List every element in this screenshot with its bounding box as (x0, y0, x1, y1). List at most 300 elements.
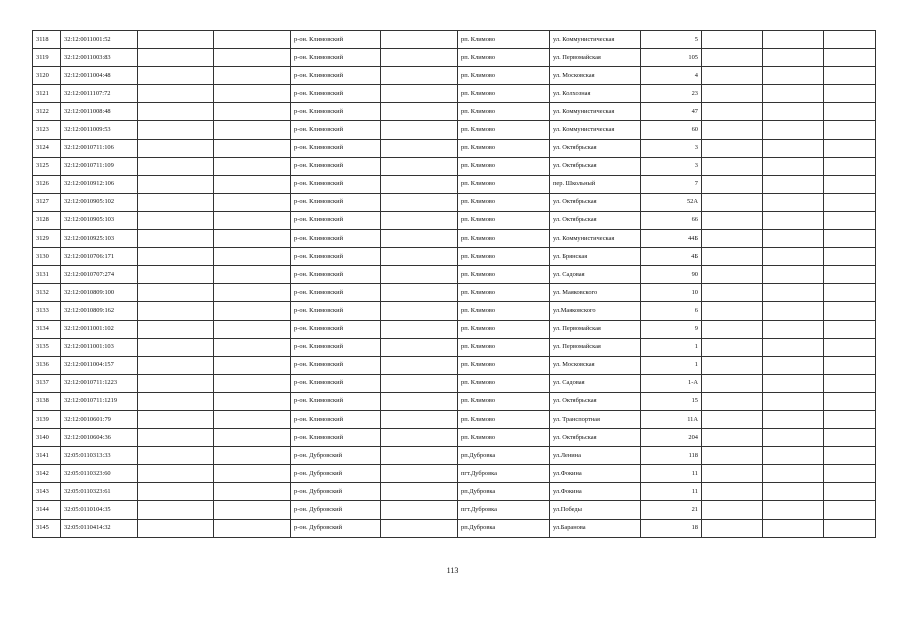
cadastral-number: 32:05:0110313:33 (61, 447, 138, 465)
house-number-cell: 60 (641, 121, 702, 139)
locality-cell: рп. Климово (458, 31, 550, 49)
empty-cell (381, 103, 458, 121)
empty-cell (702, 338, 763, 356)
empty-cell (214, 139, 291, 157)
empty-cell (702, 31, 763, 49)
row-number: 3120 (33, 67, 61, 85)
cadastral-number: 32:12:0011004:157 (61, 356, 138, 374)
table-row (33, 211, 876, 229)
empty-cell (702, 519, 763, 537)
empty-cell (381, 483, 458, 501)
street-cell: ул. Транспортная (550, 410, 641, 428)
empty-cell (824, 284, 876, 302)
district-cell: р-он. Климовский (291, 248, 381, 266)
empty-cell (214, 193, 291, 211)
street-cell: ул.Победы (550, 501, 641, 519)
cadastral-number: 32:12:0011107:72 (61, 85, 138, 103)
street-cell: ул.Баранова (550, 519, 641, 537)
street-cell: ул. Коммунистическая (550, 121, 641, 139)
row-number: 3121 (33, 85, 61, 103)
empty-cell (824, 392, 876, 410)
house-number-cell: 7 (641, 175, 702, 193)
cadastral-number: 32:05:0110323:61 (61, 483, 138, 501)
empty-cell (824, 483, 876, 501)
empty-cell (214, 49, 291, 67)
house-number-cell: 204 (641, 429, 702, 447)
house-number-cell: 10 (641, 284, 702, 302)
empty-cell (763, 85, 824, 103)
house-number-cell: 52А (641, 193, 702, 211)
empty-cell (824, 356, 876, 374)
empty-cell (763, 266, 824, 284)
empty-cell (138, 211, 214, 229)
row-number: 3127 (33, 193, 61, 211)
empty-cell (763, 374, 824, 392)
table-row (33, 465, 876, 483)
empty-cell (702, 175, 763, 193)
empty-cell (824, 175, 876, 193)
empty-cell (138, 266, 214, 284)
row-number: 3133 (33, 302, 61, 320)
locality-cell: рп. Климово (458, 429, 550, 447)
row-number: 3140 (33, 429, 61, 447)
empty-cell (138, 157, 214, 175)
empty-cell (381, 519, 458, 537)
district-cell: р-он. Дубровский (291, 519, 381, 537)
empty-cell (702, 248, 763, 266)
district-cell: р-он. Климовский (291, 429, 381, 447)
empty-cell (702, 157, 763, 175)
house-number-cell: 44Б (641, 230, 702, 248)
row-number: 3124 (33, 139, 61, 157)
empty-cell (702, 410, 763, 428)
empty-cell (824, 85, 876, 103)
district-cell: р-он. Климовский (291, 121, 381, 139)
empty-cell (214, 501, 291, 519)
empty-cell (138, 429, 214, 447)
cadastral-number: 32:12:0010711:1223 (61, 374, 138, 392)
house-number-cell: 11А (641, 410, 702, 428)
empty-cell (138, 519, 214, 537)
table-row (33, 302, 876, 320)
empty-cell (824, 211, 876, 229)
empty-cell (702, 266, 763, 284)
cadastral-number: 32:12:0011003:83 (61, 49, 138, 67)
empty-cell (702, 121, 763, 139)
house-number-cell: 66 (641, 211, 702, 229)
house-number-cell: 11 (641, 465, 702, 483)
empty-cell (214, 519, 291, 537)
empty-cell (214, 447, 291, 465)
empty-cell (214, 31, 291, 49)
row-number: 3138 (33, 392, 61, 410)
house-number-cell: 90 (641, 266, 702, 284)
empty-cell (381, 248, 458, 266)
empty-cell (702, 67, 763, 85)
empty-cell (763, 483, 824, 501)
row-number: 3123 (33, 121, 61, 139)
empty-cell (381, 429, 458, 447)
row-number: 3145 (33, 519, 61, 537)
empty-cell (381, 338, 458, 356)
cadastral-number: 32:05:0110323:60 (61, 465, 138, 483)
locality-cell: рп. Климово (458, 320, 550, 338)
table-row (33, 67, 876, 85)
cadastral-number: 32:12:0011008:48 (61, 103, 138, 121)
row-number: 3137 (33, 374, 61, 392)
street-cell: ул. Брянская (550, 248, 641, 266)
street-cell: ул. Маяковского (550, 284, 641, 302)
empty-cell (138, 85, 214, 103)
row-number: 3139 (33, 410, 61, 428)
empty-cell (214, 483, 291, 501)
street-cell: ул.Ленина (550, 447, 641, 465)
street-cell: ул. Первомайская (550, 49, 641, 67)
district-cell: р-он. Климовский (291, 356, 381, 374)
empty-cell (381, 121, 458, 139)
empty-cell (381, 284, 458, 302)
district-cell: р-он. Климовский (291, 49, 381, 67)
table-row (33, 356, 876, 374)
empty-cell (763, 320, 824, 338)
empty-cell (824, 410, 876, 428)
row-number: 3136 (33, 356, 61, 374)
district-cell: р-он. Дубровский (291, 501, 381, 519)
street-cell: ул. Октябрьская (550, 392, 641, 410)
table-row (33, 410, 876, 428)
empty-cell (702, 230, 763, 248)
table-row (33, 266, 876, 284)
empty-cell (214, 175, 291, 193)
cadastral-number: 32:12:0010711:1219 (61, 392, 138, 410)
empty-cell (138, 465, 214, 483)
table-row (33, 447, 876, 465)
empty-cell (214, 320, 291, 338)
street-cell: ул. Московская (550, 67, 641, 85)
empty-cell (138, 139, 214, 157)
locality-cell: рп. Климово (458, 157, 550, 175)
cadastral-number: 32:05:0110414:32 (61, 519, 138, 537)
street-cell: ул. Первомайская (550, 320, 641, 338)
street-cell: ул. Октябрьская (550, 139, 641, 157)
empty-cell (381, 410, 458, 428)
locality-cell: рп. Климово (458, 49, 550, 67)
empty-cell (763, 193, 824, 211)
empty-cell (214, 374, 291, 392)
cadastral-number: 32:12:0010707:274 (61, 266, 138, 284)
house-number-cell: 18 (641, 519, 702, 537)
table-row (33, 519, 876, 537)
row-number: 3141 (33, 447, 61, 465)
locality-cell: пгт.Дубровка (458, 465, 550, 483)
house-number-cell: 6 (641, 302, 702, 320)
empty-cell (824, 49, 876, 67)
house-number-cell: 1 (641, 356, 702, 374)
row-number: 3118 (33, 31, 61, 49)
empty-cell (763, 230, 824, 248)
empty-cell (138, 31, 214, 49)
empty-cell (381, 67, 458, 85)
locality-cell: рп. Климово (458, 410, 550, 428)
locality-cell: пгт.Дубровка (458, 501, 550, 519)
empty-cell (214, 67, 291, 85)
empty-cell (381, 266, 458, 284)
table-row (33, 31, 876, 49)
row-number: 3144 (33, 501, 61, 519)
empty-cell (138, 248, 214, 266)
empty-cell (824, 193, 876, 211)
row-number: 3135 (33, 338, 61, 356)
empty-cell (702, 211, 763, 229)
empty-cell (763, 410, 824, 428)
locality-cell: рп. Климово (458, 266, 550, 284)
empty-cell (702, 483, 763, 501)
row-number: 3125 (33, 157, 61, 175)
locality-cell: рп. Климово (458, 374, 550, 392)
row-number: 3130 (33, 248, 61, 266)
empty-cell (381, 157, 458, 175)
row-number: 3131 (33, 266, 61, 284)
locality-cell: рп. Климово (458, 356, 550, 374)
locality-cell: рп.Дубровка (458, 519, 550, 537)
empty-cell (138, 410, 214, 428)
locality-cell: рп.Дубровка (458, 447, 550, 465)
empty-cell (381, 465, 458, 483)
district-cell: р-он. Климовский (291, 410, 381, 428)
empty-cell (702, 284, 763, 302)
street-cell: ул. Колхозная (550, 85, 641, 103)
locality-cell: рп. Климово (458, 175, 550, 193)
registry-table (32, 30, 876, 538)
district-cell: р-он. Климовский (291, 392, 381, 410)
empty-cell (763, 429, 824, 447)
table-row (33, 103, 876, 121)
registry-sheet (32, 30, 876, 538)
empty-cell (214, 356, 291, 374)
empty-cell (702, 429, 763, 447)
empty-cell (381, 175, 458, 193)
row-number: 3126 (33, 175, 61, 193)
row-number: 3132 (33, 284, 61, 302)
cadastral-number: 32:12:0010706:171 (61, 248, 138, 266)
table-row (33, 49, 876, 67)
table-row (33, 483, 876, 501)
empty-cell (824, 429, 876, 447)
row-number: 3119 (33, 49, 61, 67)
house-number-cell: 47 (641, 103, 702, 121)
district-cell: р-он. Климовский (291, 284, 381, 302)
street-cell: ул. Октябрьская (550, 193, 641, 211)
empty-cell (138, 320, 214, 338)
empty-cell (214, 230, 291, 248)
empty-cell (381, 392, 458, 410)
empty-cell (763, 447, 824, 465)
locality-cell: рп. Климово (458, 103, 550, 121)
empty-cell (138, 483, 214, 501)
locality-cell: рп. Климово (458, 211, 550, 229)
table-row (33, 157, 876, 175)
house-number-cell: 1 (641, 338, 702, 356)
cadastral-number: 32:12:0010905:102 (61, 193, 138, 211)
table-row (33, 193, 876, 211)
row-number: 3134 (33, 320, 61, 338)
empty-cell (702, 447, 763, 465)
empty-cell (763, 392, 824, 410)
house-number-cell: 105 (641, 49, 702, 67)
empty-cell (214, 266, 291, 284)
house-number-cell: 9 (641, 320, 702, 338)
table-row (33, 230, 876, 248)
cadastral-number: 32:12:0010601:79 (61, 410, 138, 428)
district-cell: р-он. Дубровский (291, 483, 381, 501)
empty-cell (763, 211, 824, 229)
cadastral-number: 32:12:0010711:106 (61, 139, 138, 157)
empty-cell (824, 139, 876, 157)
empty-cell (138, 501, 214, 519)
cadastral-number: 32:12:0010905:103 (61, 211, 138, 229)
empty-cell (214, 429, 291, 447)
empty-cell (214, 121, 291, 139)
empty-cell (138, 392, 214, 410)
empty-cell (824, 103, 876, 121)
cadastral-number: 32:12:0011001:52 (61, 31, 138, 49)
locality-cell: рп. Климово (458, 338, 550, 356)
empty-cell (138, 284, 214, 302)
table-row (33, 429, 876, 447)
empty-cell (763, 248, 824, 266)
empty-cell (824, 67, 876, 85)
house-number-cell: 3 (641, 157, 702, 175)
district-cell: р-он. Климовский (291, 85, 381, 103)
street-cell: ул.Фокина (550, 483, 641, 501)
street-cell: ул. Коммунистическая (550, 103, 641, 121)
empty-cell (214, 157, 291, 175)
empty-cell (763, 31, 824, 49)
empty-cell (702, 392, 763, 410)
empty-cell (381, 193, 458, 211)
table-row (33, 121, 876, 139)
empty-cell (702, 139, 763, 157)
empty-cell (381, 374, 458, 392)
empty-cell (763, 67, 824, 85)
empty-cell (763, 103, 824, 121)
empty-cell (702, 85, 763, 103)
street-cell: ул. Первомайская (550, 338, 641, 356)
cadastral-number: 32:12:0011009:53 (61, 121, 138, 139)
street-cell: ул. Октябрьская (550, 157, 641, 175)
house-number-cell: 1-А (641, 374, 702, 392)
empty-cell (824, 266, 876, 284)
street-cell: ул. Московская (550, 356, 641, 374)
empty-cell (214, 338, 291, 356)
empty-cell (381, 320, 458, 338)
cadastral-number: 32:12:0011004:48 (61, 67, 138, 85)
empty-cell (824, 248, 876, 266)
cadastral-number: 32:12:0010912:106 (61, 175, 138, 193)
district-cell: р-он. Климовский (291, 266, 381, 284)
district-cell: р-он. Климовский (291, 338, 381, 356)
empty-cell (702, 465, 763, 483)
house-number-cell: 15 (641, 392, 702, 410)
district-cell: р-он. Климовский (291, 67, 381, 85)
district-cell: р-он. Дубровский (291, 465, 381, 483)
house-number-cell: 4 (641, 67, 702, 85)
empty-cell (381, 447, 458, 465)
empty-cell (702, 193, 763, 211)
locality-cell: рп. Климово (458, 121, 550, 139)
empty-cell (138, 447, 214, 465)
empty-cell (381, 85, 458, 103)
empty-cell (824, 157, 876, 175)
table-row (33, 284, 876, 302)
empty-cell (763, 157, 824, 175)
empty-cell (381, 31, 458, 49)
cadastral-number: 32:12:0010925:103 (61, 230, 138, 248)
table-row (33, 501, 876, 519)
empty-cell (381, 356, 458, 374)
street-cell: пер. Школьный (550, 175, 641, 193)
empty-cell (381, 211, 458, 229)
empty-cell (702, 49, 763, 67)
row-number: 3122 (33, 103, 61, 121)
empty-cell (824, 338, 876, 356)
district-cell: р-он. Климовский (291, 211, 381, 229)
empty-cell (138, 193, 214, 211)
empty-cell (763, 356, 824, 374)
empty-cell (381, 230, 458, 248)
house-number-cell: 118 (641, 447, 702, 465)
empty-cell (824, 320, 876, 338)
house-number-cell: 3 (641, 139, 702, 157)
empty-cell (824, 501, 876, 519)
district-cell: р-он. Климовский (291, 157, 381, 175)
house-number-cell: 11 (641, 483, 702, 501)
empty-cell (214, 410, 291, 428)
empty-cell (702, 302, 763, 320)
table-row (33, 175, 876, 193)
locality-cell: рп. Климово (458, 392, 550, 410)
cadastral-number: 32:12:0011001:103 (61, 338, 138, 356)
locality-cell: рп. Климово (458, 193, 550, 211)
street-cell: ул.Фокина (550, 465, 641, 483)
house-number-cell: 21 (641, 501, 702, 519)
district-cell: р-он. Климовский (291, 139, 381, 157)
empty-cell (138, 67, 214, 85)
locality-cell: рп. Климово (458, 248, 550, 266)
row-number: 3128 (33, 211, 61, 229)
district-cell: р-он. Дубровский (291, 447, 381, 465)
empty-cell (214, 211, 291, 229)
row-number: 3129 (33, 230, 61, 248)
empty-cell (138, 49, 214, 67)
empty-cell (763, 465, 824, 483)
empty-cell (214, 248, 291, 266)
empty-cell (824, 465, 876, 483)
house-number-cell: 4Б (641, 248, 702, 266)
cadastral-number: 32:05:0110104:35 (61, 501, 138, 519)
empty-cell (824, 230, 876, 248)
empty-cell (763, 175, 824, 193)
district-cell: р-он. Климовский (291, 175, 381, 193)
empty-cell (214, 85, 291, 103)
empty-cell (763, 139, 824, 157)
locality-cell: рп. Климово (458, 230, 550, 248)
empty-cell (763, 302, 824, 320)
empty-cell (214, 465, 291, 483)
locality-cell: рп. Климово (458, 67, 550, 85)
empty-cell (763, 49, 824, 67)
empty-cell (138, 338, 214, 356)
